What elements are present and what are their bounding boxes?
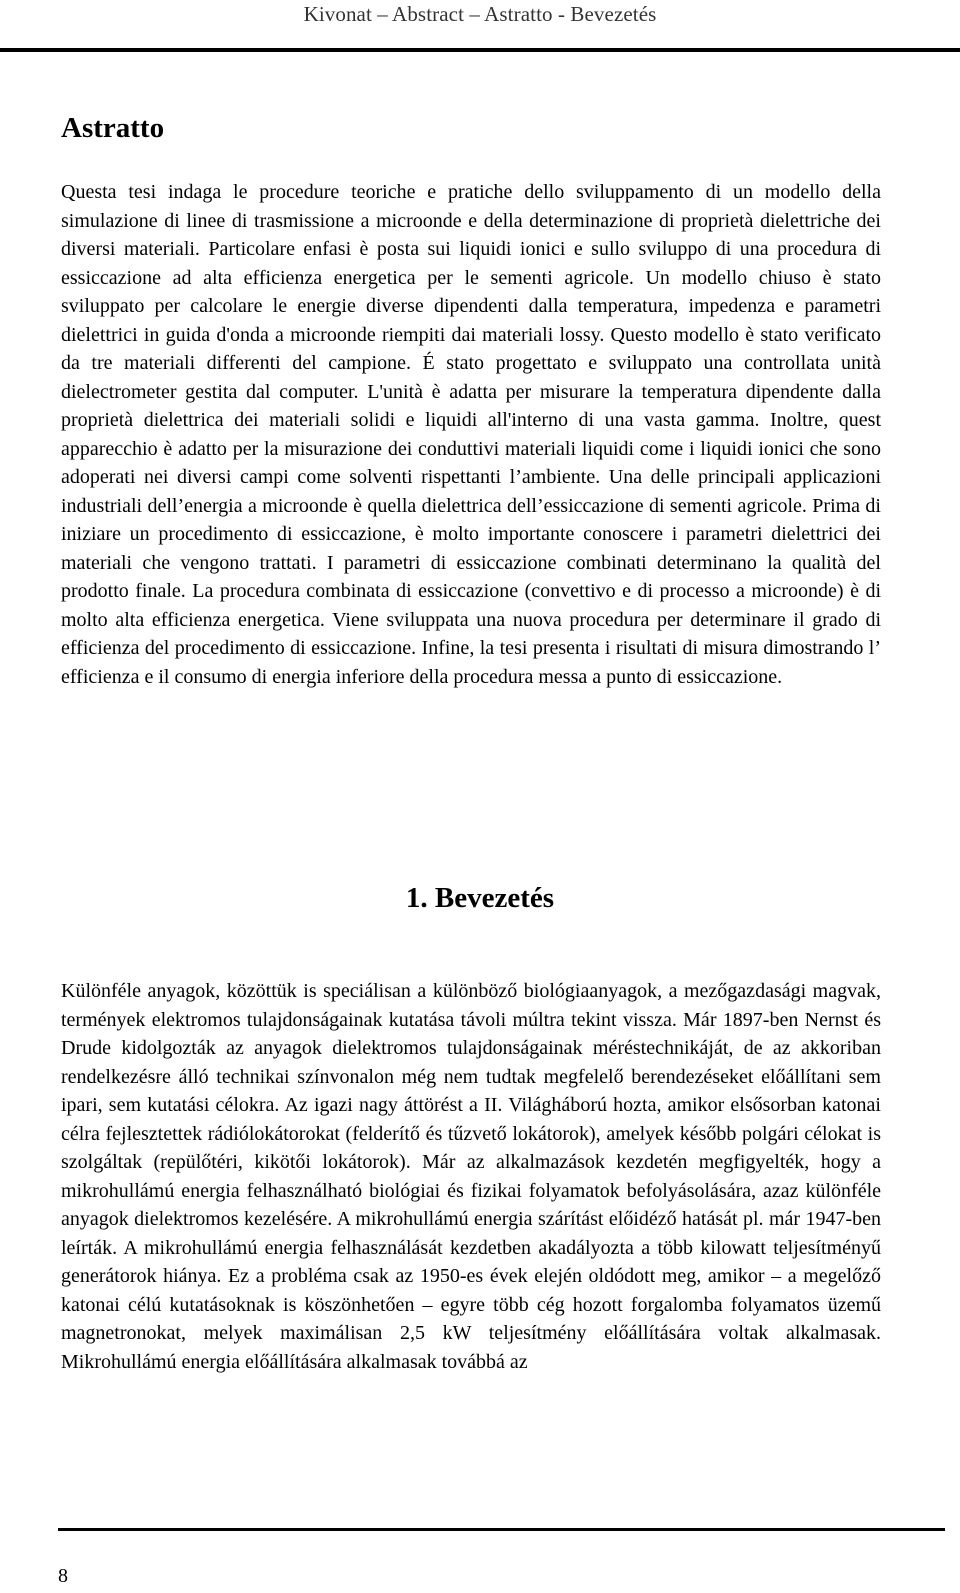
footer-divider bbox=[58, 1528, 945, 1531]
page-number: 8 bbox=[58, 1565, 68, 1587]
running-header: Kivonat – Abstract – Astratto - Bevezetés bbox=[303, 2, 657, 26]
section-heading-bevezetes: 1. Bevezetés bbox=[405, 882, 555, 914]
bevezetes-paragraph: Különféle anyagok, közöttük is speciálisan a különböző biológiaanyagok, a mezőgazdasági magvak, termények elektromos tulajdonságainak kutatása távoli múltra tekint vissza. Már 1897-ben Nernst és Drude kidolgozták az anyagok dielektromos tulajdonságainak méréstechnikáját, de az akkoriban rendelkezésre álló technikai színvonalon még nem tudtak megfelelő berendezéseket előállítani sem ipari, sem kutatási célokra. Az igazi nagy áttörést a II. Világháború hozta, amikor elsősorban katonai célra fejlesztettek rádiólokátorokat (felderítő és tűzvető lokátorok), amelyek később polgári célokat is szolgáltak (repülőtéri, kikötői lokátorok). Már az alkalmazások kezdetén megfigyelték, hogy a mikrohullámú energia felhasználható biológiai és fizikai folyamatok befolyásolására, azaz különféle anyagok dielektromos kezelésére. A mikrohullámú energia szárítást előidéző hatását pl. már 1947-ben leírták. A mikrohullámú energia felhasználását kezdetben akadályozta a több kilowatt teljesítményű generátorok hiánya. Ez a probléma csak az 1950-es évek elején oldódott meg, amikor – a megelőző katonai célú kutatásoknak is köszönhetően – egyre több cég hozott forgalomba folyamatos üzemű magnetronokat, melyek maximálisan 2,5 kW teljesítmény előállítására voltak alkalmasak. Mikrohullámú energia előállítására alkalmasak továbbá az bbox=[61, 980, 881, 1373]
section-heading-astratto: Astratto bbox=[61, 112, 165, 144]
astratto-paragraph: Questa tesi indaga le procedure teoriche e pratiche dello sviluppamento di un modello della simulazione di linee di trasmissione a microonde e della determinazione di proprietà dielettriche dei diversi materiali. Particolare enfasi è posta sui liquidi ionici e sullo sviluppo di una procedura di essiccazione ad alta efficienza energetica per le sementi agricole. Un modello chiuso è stato sviluppato per calcolare le energie diverse dipendenti dalla temperatura, impedenza e parametri dielettrici in guida d'onda a microonde riempiti dai materiali lossy. Questo modello è stato verificato da tre materiali differenti del campione. É stato progettato e sviluppato una controllata unità dielectrometer gestita dal computer. L'unità è adatta per misurare la temperatura dipendente dalla proprietà dielettrica dei materiali solidi e liquidi all'interno di una vasta gamma. Inoltre, quest apparecchio è adatto per la misurazione dei conduttivi materiali liquidi come i liquidi ionici che sono adoperati nei diversi campi come solventi rispettanti l’ambiente. Una delle principali applicazioni industriali dell’energia a microonde è quella dielettrica dell’essiccazione di sementi agricole. Prima di iniziare un procedimento di essiccazione, è molto importante conoscere i parametri dielettrici dei materiali che vengono trattati. I parametri di essiccazione combinati determinano la qualità del prodotto finale. La procedura combinata di essiccazione (convettivo e di processo a microonde) è di molto alta efficienza energetica. Viene sviluppata una nuova procedura per determinare il grado di efficienza del procedimento di essiccazione. Infine, la tesi presenta i risultati di misura dimostrando l’ efficienza e il consumo di energia inferiore della procedura messa a punto di essiccazione. bbox=[61, 181, 881, 688]
header-divider bbox=[0, 48, 960, 52]
